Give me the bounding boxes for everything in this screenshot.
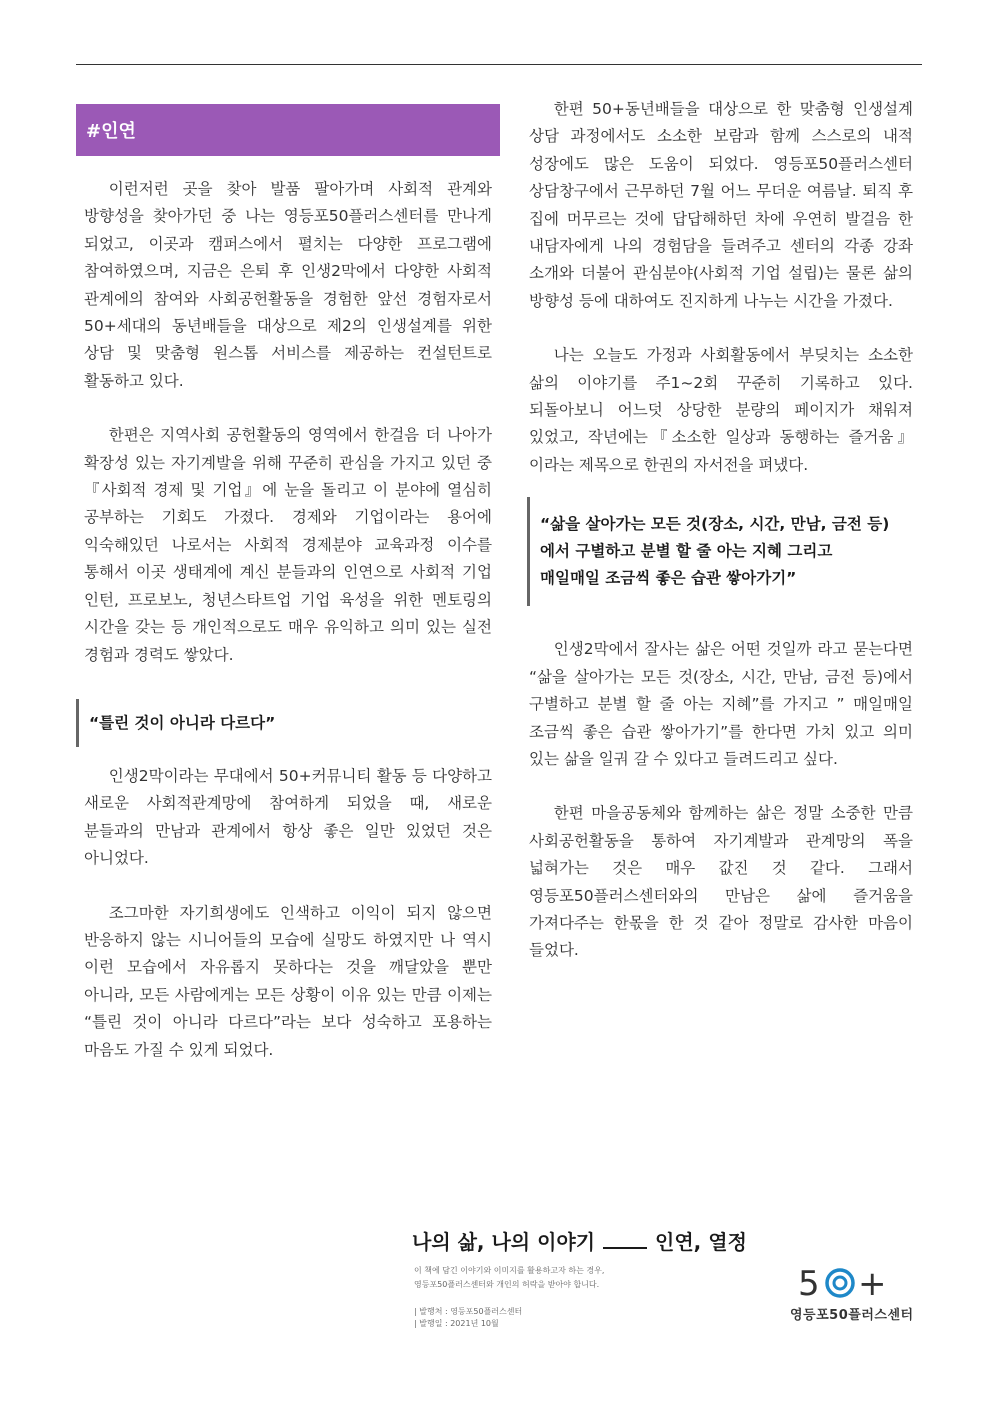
svg-text:5: 5	[798, 1264, 820, 1300]
logo-text: 영등포50플러스센터	[790, 1308, 914, 1323]
publish-date: | 발행일 : 2021년 10월	[414, 1319, 499, 1328]
colophon	[412, 1226, 912, 1336]
left-paragraph-1: 이런저런 곳을 찾아 발품 팔아가며 사회적 관계와 방향성을 찾아가던 중 나는 영등포50플러스센터를 만나게 되었고, 이곳과 캠퍼스에서 펼치는 다양한 프로그램에 참여하였으며, 지금은 은퇴 후 인생2막에서 다양한 사회적 관계에의 참여와 사회공헌활동을 경험한 앞선 경험자로서 50+세대의 동년배들을 대상으로 제2의 인생설계를 위한 상담 및 맞춤형 원스톱 서비스를 제공하는 컨설턴트로 활동하고 있다.	[84, 180, 492, 390]
left-paragraph-4: 조그마한 자기희생에도 인색하고 이익이 되지 않으면 반응하지 않는 시니어들의 모습에 실망도 하였지만 나 역시 이런 모습에서 자유롭지 못하다는 것을 깨달았을 뿐만 아니라, 모든 사람에게는 모든 상황이 이유 있는 만큼 이제는 “틀린 것이 아니라 다르다”라는 보다 성숙하고 포용하는 마음도 가질 수 있게 되었다.	[84, 903, 492, 1059]
right-paragraph-1: 한편 50+동년배들을 대상으로 한 맞춤형 인생설계 상담 과정에서도 소소한 보람과 함께 스스로의 내적 성장에도 많은 도움이 되었다. 영등포50플러스센터 상담창구에서 근무하던 7월 어느 무더운 여름날. 퇴직 후 집에 머무르는 것에 답답해하던 차에 우연히 발걸음 한 내담자에게 나의 경험담을 들려주고 센터의 각종 강좌 소개와 더불어 관심분야(사회적 기업 설립)는 물론 삶의 방향성 등에 대하여도 진지하게 나누는 시간을 가졌다.	[529, 100, 913, 310]
fifty-plus-logo-icon	[798, 1264, 894, 1300]
left-quote-text: “틀린 것이 아니라 다르다”	[89, 713, 276, 732]
left-quote	[76, 699, 500, 747]
colophon-title-left: 나의 삶, 나의 이야기	[412, 1230, 596, 1254]
right-quote-line-3: 매일매일 조금씩 좋은 습관 쌓아가기”	[540, 569, 797, 588]
section-header	[76, 104, 500, 156]
colophon-title-right: 인연, 열정	[655, 1230, 747, 1254]
title-dash-line	[603, 1247, 647, 1249]
right-paragraph-2: 나는 오늘도 가정과 사회활동에서 부딪치는 소소한 삶의 이야기를 주1~2회 꾸준히 기록하고 있다. 되돌아보니 어느덧 상당한 분량의 페이지가 채워져 있었고, 작년에는『소소한 일상과 동행하는 즐거움』이라는 제목으로 한권의 자서전을 펴냈다.	[529, 346, 913, 474]
right-quote-line-1: “삶을 살아가는 모든 것(장소, 시간, 만남, 금전 등)	[540, 515, 890, 534]
left-column	[76, 96, 500, 1064]
usage-notice-line-1: 이 책에 담긴 이야기와 이미지를 활용하고자 하는 경우,	[414, 1266, 605, 1275]
usage-notice-line-2: 영등포50플러스센터와 개인의 허락을 받아야 합니다.	[414, 1280, 600, 1289]
left-paragraph-3: 인생2막이라는 무대에서 50+커뮤니티 활동 등 다양하고 새로운 사회적관계망에 참여하게 되었을 때, 새로운 분들과의 만남과 관계에서 항상 좋은 일만 있었던 것은 아니었다.	[84, 766, 492, 868]
right-quote-line-2: 에서 구별하고 분별 할 줄 아는 지혜 그리고	[540, 542, 833, 561]
svg-text:+: +	[858, 1264, 887, 1300]
right-column	[527, 96, 915, 965]
center-logo	[790, 1264, 914, 1326]
publisher: | 발행처 : 영등포50플러스센터	[414, 1307, 523, 1316]
right-paragraph-3: 인생2막에서 잘사는 삶은 어떤 것일까 라고 묻는다면 “삶을 살아가는 모든 것(장소, 시간, 만남, 금전 등)에서 구별하고 분별 할 줄 아는 지혜”를 가지고 ” 매일매일 조금씩 좋은 습관 쌓아가기”를 한다면 가치 있고 의미 있는 삶을 일궈 갈 수 있다고 들려드리고 싶다.	[529, 640, 913, 768]
publication-info	[414, 1306, 522, 1330]
right-quote	[527, 497, 915, 606]
top-rule	[76, 64, 922, 65]
left-paragraph-2: 한편은 지역사회 공헌활동의 영역에서 한걸음 더 나아가 확장성 있는 자기계발을 위해 꾸준히 관심을 가지고 있던 중『사회적 경제 및 기업』에 눈을 돌리고 이 분야에 열심히 공부하는 기회도 가졌다. 경제와 기업이라는 용어에 익숙해있던 나로서는 사회적 경제분야 교육과정 이수를 통해서 이곳 생태계에 계신 분들과의 인연으로 사회적 기업 인턴, 프로보노, 청년스타트업 기업 육성을 위한 멘토링의 시간을 갖는 등 개인적으로도 매우 유익하고 의미 있는 실전 경험과 경력도 쌓았다.	[84, 426, 492, 664]
colophon-title	[412, 1226, 912, 1255]
right-paragraph-4: 한편 마을공동체와 함께하는 삶은 정말 소중한 만큼 사회공헌활동을 통하여 자기계발과 관계망의 폭을 넓혀가는 것은 매우 값진 것 같다. 그래서 영등포50플러스센터와의 만남은 삶에 즐거움을 가져다주는 한몫을 한 것 같아 정말로 감사한 마음이 들었다.	[529, 804, 913, 960]
section-title: #인연	[86, 121, 136, 142]
usage-notice	[414, 1264, 604, 1292]
